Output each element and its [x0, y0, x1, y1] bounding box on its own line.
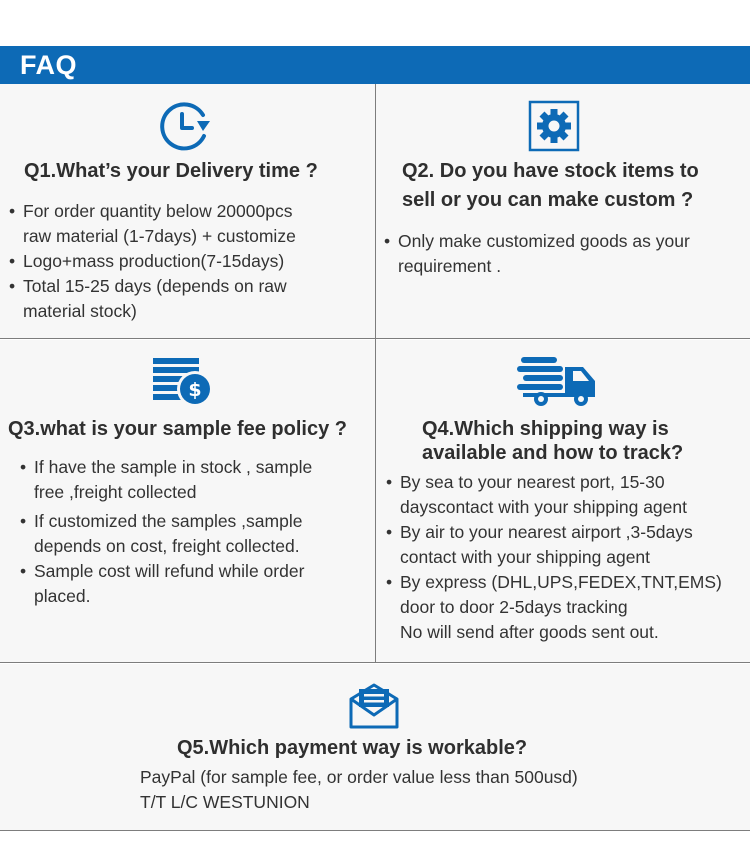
q1-answer-item: • Total 15-25 days (depends on raw material stock) — [8, 274, 368, 324]
q5-answer-line-2: T/T L/C WESTUNION — [140, 792, 310, 812]
q2-answer-list — [383, 229, 745, 279]
row-divider-2 — [0, 662, 750, 663]
q3-answer-list — [19, 455, 369, 609]
faq-header — [0, 46, 750, 84]
q1-answer-item: • Logo+mass production(7-15days) — [8, 249, 368, 274]
q1-question: Q1.What’s your Delivery time ? — [24, 160, 318, 182]
q4-question-line-1: Q4.Which shipping way is — [422, 418, 669, 440]
q4-answer-item: • By air to your nearest airport ,3-5days contact with your shipping agent — [385, 520, 747, 570]
q2-question-line-1: Q2. Do you have stock items to — [402, 160, 699, 182]
q4-question-line-2: available and how to track? — [422, 442, 684, 464]
faq-title: FAQ — [20, 50, 78, 80]
money-stack-icon — [153, 356, 213, 413]
q5-question: Q5.Which payment way is workable? — [177, 737, 528, 759]
clock-icon — [157, 101, 211, 158]
column-divider — [375, 84, 376, 662]
envelope-icon — [349, 681, 399, 734]
q3-answer-item: • Sample cost will refund while order placed. — [19, 559, 369, 609]
q4-answer-item: • By express (DHL,UPS,FEDEX,TNT,EMS) door to door 2-5days tracking No will send after goods sent out. — [385, 570, 747, 645]
q1-answer-list — [8, 199, 368, 324]
q4-answer-list — [385, 470, 747, 645]
q3-question: Q3.what is your sample fee policy ? — [8, 418, 347, 440]
q2-question-line-2: sell or you can make custom ? — [402, 189, 694, 211]
row-divider-3 — [0, 830, 750, 831]
gear-icon — [528, 100, 580, 157]
q2-answer-item: • Only make customized goods as your requirement . — [383, 229, 745, 279]
q3-answer-item: • If customized the samples ,sample depends on cost, freight collected. — [19, 509, 369, 559]
q4-answer-item: • By sea to your nearest port, 15-30 dayscontact with your shipping agent — [385, 470, 747, 520]
svg-text:$: $ — [188, 379, 202, 401]
q5-answer-line-1: PayPal (for sample fee, or order value less than 500usd) — [140, 767, 578, 787]
delivery-truck-icon — [517, 355, 599, 414]
row-divider-1 — [0, 338, 750, 339]
q1-answer-item: • For order quantity below 20000pcs raw material (1-7days) + customize — [8, 199, 368, 249]
q3-answer-item: • If have the sample in stock , sample free ,freight collected — [19, 455, 369, 505]
